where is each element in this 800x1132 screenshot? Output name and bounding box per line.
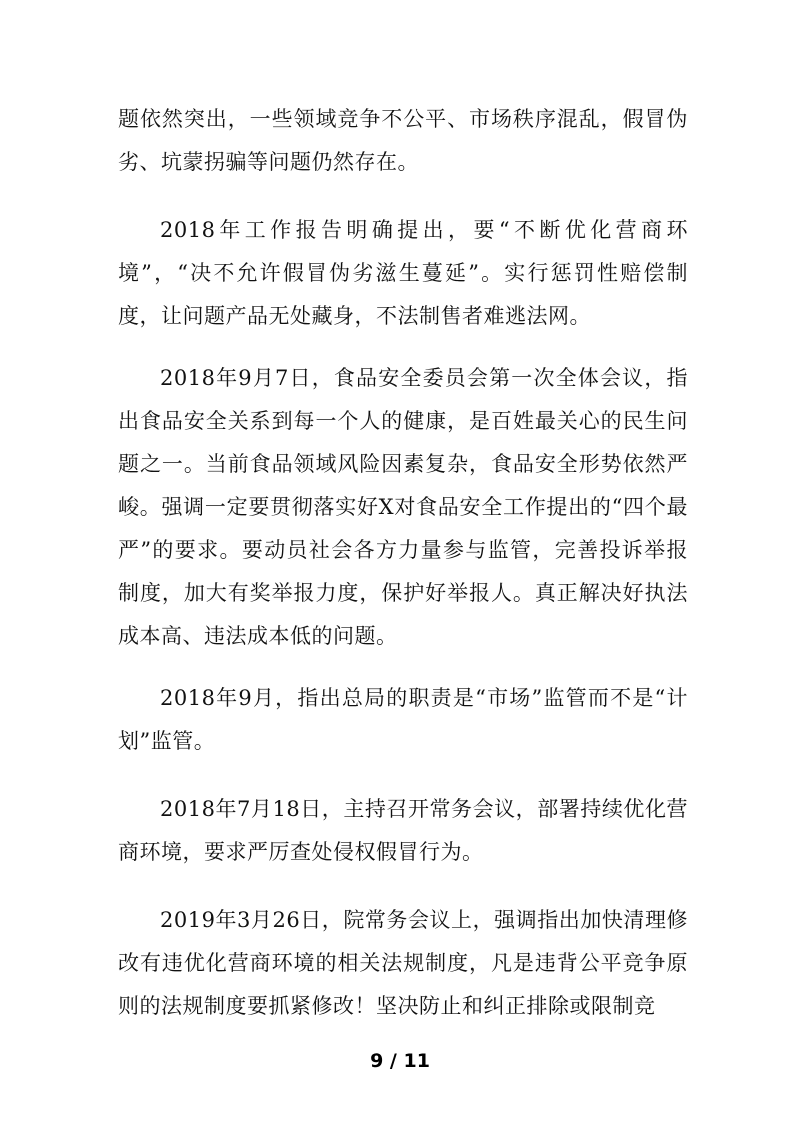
paragraph-regulation-cleanup: 2019年3月26日，院常务会议上，强调指出加快清理修改有违优化营商环境的相关法规制度，凡是违背公平竞争原则的法规制度要抓紧修改！坚决防止和纠正排除或限制竞 [118, 908, 688, 1018]
paragraph-continuation: 题依然突出，一些领域竞争不公平、市场秩序混乱，假冒伪劣、坑蒙拐骗等问题仍然存在。 [118, 107, 688, 174]
page-number: 9 / 11 [370, 1050, 430, 1072]
paragraph-food-safety-meeting: 2018年9月7日，食品安全委员会第一次全体会议，指出食品安全关系到每一个人的健康，是百姓最关心的民生问题之一。当前食品领域风险因素复杂，食品安全形势依然严峻。强调一定要贯彻落实好X对食品安全工作提出的“四个最严”的要求。要动员社会各方力量参与监管，完善投诉举报制度，加大有奖举报力度，保护好举报人。真正解决好执法成本高、违法成本低的问题。 [118, 366, 688, 648]
paragraph-executive-meeting: 2018年7月18日，主持召开常务会议，部署持续优化营商环境，要求严厉查处侵权假冒行为。 [118, 797, 688, 864]
paragraph-2018-work-report: 2018年工作报告明确提出，要“不断优化营商环境”，“决不允许假冒伪劣滋生蔓延”。实行惩罚性赔偿制度，让问题产品无处藏身，不法制售者难逃法网。 [118, 218, 688, 328]
paragraph-market-supervision: 2018年9月，指出总局的职责是“市场”监管而不是“计划”监管。 [118, 686, 688, 753]
